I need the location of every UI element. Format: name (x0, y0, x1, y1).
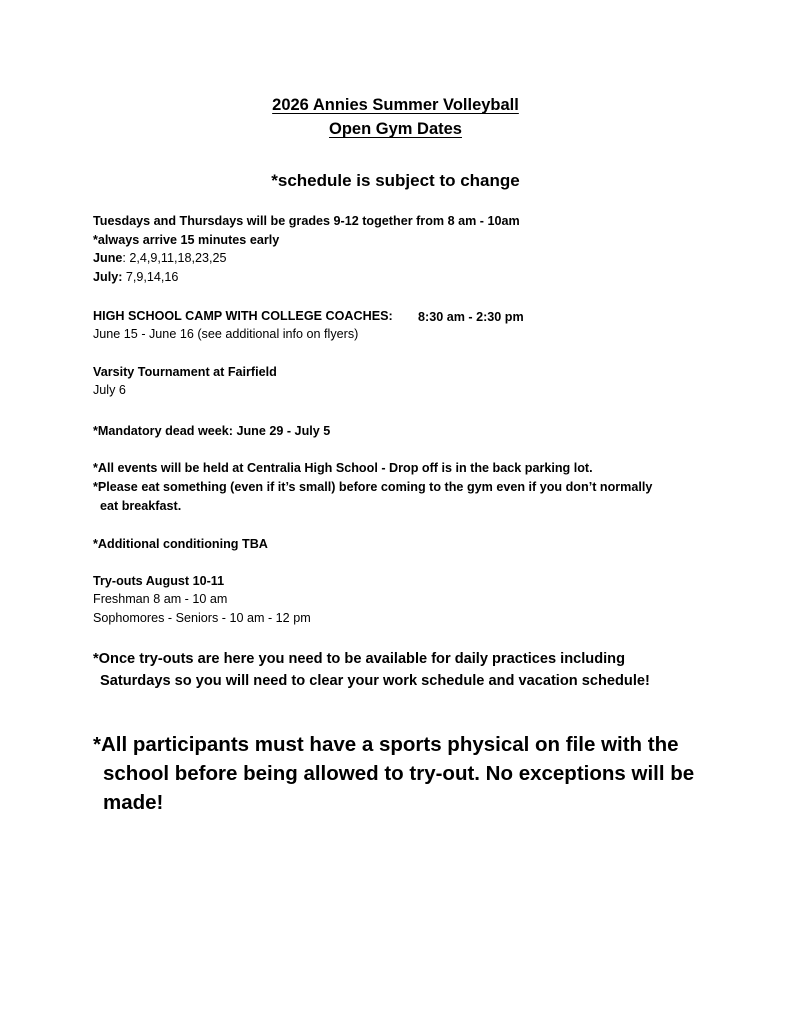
tournament-heading: Varsity Tournament at Fairfield (93, 365, 277, 379)
july-dates-row (93, 269, 178, 286)
tryouts-heading: Try-outs August 10-11 (93, 574, 225, 588)
tryouts-freshman: Freshman 8 am - 10 am (93, 592, 228, 606)
june-dates: : 2,4,9,11,18,23,25 (122, 251, 227, 265)
tournament-date: July 6 (93, 383, 126, 397)
camp-dates: June 15 - June 16 (see additional info on flyers) (93, 327, 359, 341)
arrive-early-note: *always arrive 15 minutes early (93, 233, 280, 247)
tryouts-upperclass: Sophomores - Seniors - 10 am - 12 pm (93, 611, 311, 625)
physical-line2: school before being allowed to try-out. No exceptions will be (103, 762, 695, 785)
document-title: 2026 Annies Summer Volleyball (272, 96, 519, 114)
july-label: July: (93, 270, 123, 284)
june-dates-row (93, 250, 227, 267)
availability-line1: *Once try-outs are here you need to be available for daily practices including (93, 651, 626, 667)
dead-week-note: *Mandatory dead week: June 29 - July 5 (93, 424, 331, 438)
camp-heading: HIGH SCHOOL CAMP WITH COLLEGE COACHES: (93, 309, 393, 323)
physical-line1: *All participants must have a sports physical on file with the (93, 733, 679, 756)
title-block (0, 93, 791, 141)
camp-time: 8:30 am - 2:30 pm (418, 310, 524, 324)
eat-note-line1: *Please eat something (even if it’s small) before coming to the gym even if you don’t normally (93, 480, 653, 494)
open-gym-intro: Tuesdays and Thursdays will be grades 9-12 together from 8 am - 10am (93, 214, 520, 228)
schedule-disclaimer: *schedule is subject to change (271, 171, 520, 190)
eat-note-line2: eat breakfast. (100, 499, 182, 513)
location-note: *All events will be held at Centralia High School - Drop off is in the back parking lot. (93, 461, 593, 475)
physical-line3: made! (103, 791, 164, 814)
conditioning-note: *Additional conditioning TBA (93, 537, 268, 551)
document-subtitle-open-gym: Open Gym Dates (329, 120, 462, 138)
july-dates: 7,9,14,16 (122, 270, 179, 284)
june-label: June (93, 251, 123, 265)
availability-line2: Saturdays so you will need to clear your work schedule and vacation schedule! (100, 673, 650, 689)
